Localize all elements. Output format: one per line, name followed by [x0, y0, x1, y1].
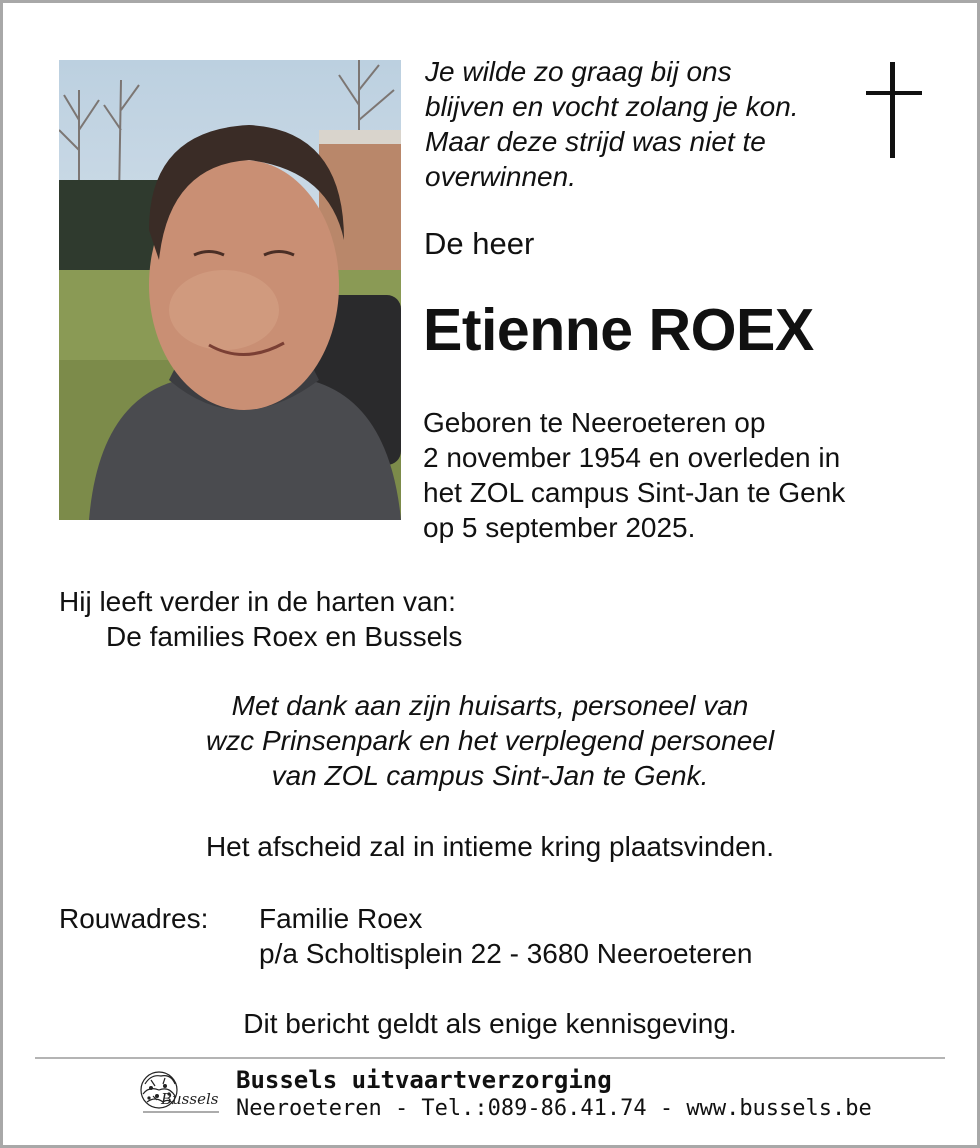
thanks-line: Met dank aan zijn huisarts, personeel van [231, 690, 749, 721]
bussels-logo [131, 1066, 223, 1122]
farewell-note: Het afscheid zal in intieme kring plaatsvinden. [205, 831, 775, 862]
poem-line: Je wilde zo graag bij ons [425, 56, 732, 87]
cross-icon [862, 60, 926, 160]
honorific: De heer [424, 226, 535, 261]
portrait-photo [59, 60, 401, 520]
poem-line: blijven en vocht zolang je kon. [425, 91, 799, 122]
address-label: Rouwadres: [59, 903, 209, 934]
birth-line: Geboren te Neeroeteren op [423, 407, 766, 438]
address-line: p/a Scholtisplein 22 - 3680 Neeroeteren [259, 938, 753, 969]
birth-line: het ZOL campus Sint-Jan te Genk [423, 477, 846, 508]
birth-line: 2 november 1954 en overleden in [423, 442, 841, 473]
funeral-home-contact: Neeroeteren - Tel.:089-86.41.74 - www.bussels.be [236, 1096, 872, 1121]
address-line: Familie Roex [259, 903, 423, 934]
birth-death-details [423, 405, 923, 545]
thanks-line: van ZOL campus Sint-Jan te Genk. [271, 760, 709, 791]
funeral-home-name: Bussels uitvaartverzorging [236, 1066, 612, 1094]
poem-line: Maar deze strijd was niet te [425, 126, 766, 157]
deceased-name: Etienne ROEX [423, 297, 814, 363]
birth-line: op 5 september 2025. [423, 512, 696, 543]
svg-text:Bussels: Bussels [161, 1090, 219, 1108]
notice-text: Dit bericht geldt als enige kennisgeving. [243, 1008, 737, 1039]
thanks-line: wzc Prinsenpark en het verplegend personeel [205, 725, 775, 756]
divider [35, 1057, 945, 1059]
thanks-message [0, 688, 980, 793]
survivors-families: De families Roex en Bussels [106, 621, 463, 652]
poem-line: overwinnen. [425, 161, 576, 192]
survivors-intro: Hij leeft verder in de harten van: [59, 586, 456, 617]
mourning-address [259, 901, 752, 971]
poem [425, 54, 855, 194]
